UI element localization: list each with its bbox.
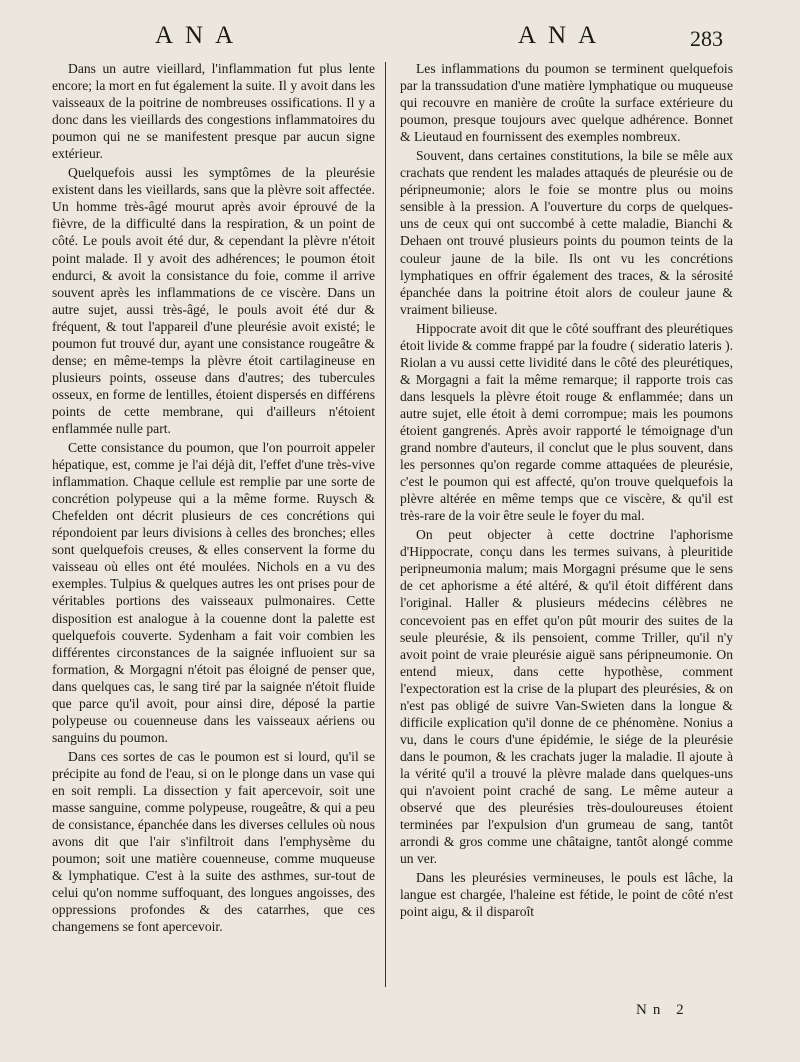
running-header bbox=[0, 22, 800, 52]
paragraph: Hippocrate avoit dit que le côté souffrant des pleurétiques étoit livide & comme frappé par la foudre ( sideratio lateris ). Riolan a vu aussi cette lividité dans le côté des pleurétiques, & Morgagni a fait la même remarque; il rapporte trois cas dans lesquels la plèvre étoit rouge & enflammée; dans un autre sujet, elle étoit à demi corrompue; mais les poumons étoient gangrenés. Après avoir rapporté le témoignage d'un grand nombre d'auteurs, il conclut que le plus souvent, dans les personnes qu'on regarde comme attaquées de pleurésie, c'est le poumon qui est affecté, qu'on trouve quelquefois la plèvre altérée en même temps que ce viscère, & qu'il est très-rare de la voir être seule le foyer du mal. bbox=[400, 320, 733, 524]
column-divider bbox=[385, 62, 386, 987]
paragraph: Les inflammations du poumon se terminent quelquefois par la transsudation d'une matière lymphatique ou muqueuse qui recouvre en manière de croûte la surface extérieure du poumon, presque toujours avec quelque adhérence. Bonnet & Lieutaud en fournissent des exemples nombreux. bbox=[400, 61, 733, 145]
header-right-word: ANA bbox=[518, 22, 609, 49]
header-left-word: ANA bbox=[155, 22, 246, 49]
paragraph: Souvent, dans certaines constitutions, la bile se mêle aux crachats que rendent les malades attaqués de pleurésie ou de péripneumonie; alors le foie se montre plus ou moins sensible à la pression. A l'ouverture du corps de quelques-uns de ceux qui ont succombé à cette maladie, Bianchi & Dehaen ont trouvé plusieurs points du poumon teints de la couleur jaune de la bile. Ils ont vu les concrétions lymphatiques en offrir également des traces, & la sérosité épanchée dans la poitrine étoit alors de couleur jaune & vraiment bilieuse. bbox=[400, 148, 733, 317]
paragraph: Dans un autre vieillard, l'inflammation fut plus lente encore; la mort en fut également la suite. Il y avoit dans les vaisseaux de la poitrine de nombreuses ossifications. Il y a donc dans les vieillards des congestions inflammatoires du poumon qui ne se manifestent presque par aucun signe extérieur. bbox=[52, 61, 375, 162]
page-number: 283 bbox=[690, 26, 723, 51]
paragraph: Quelquefois aussi les symptômes de la pleurésie existent dans les vieillards, sans que la plèvre soit affectée. Un homme très-âgé mourut après avoir éprouvé de la fièvre, de la difficulté dans la respiration, & un point de côté. Le pouls avoit été dur, & cependant la plèvre n'étoit point malade. Il y avoit des adhérences; le poumon étoit endurci, & avoit la consistance du foie, comme il arrive souvent après les inflammations de ce viscère. Dans un autre sujet, aussi très-âgé, le pouls avoit été dur & fréquent, & tout l'appareil d'une pleurésie avoit existé; le poumon fut trouvé dur, ayant une consistance rougeâtre & dense; en même-temps la plèvre étoit cartilagineuse en plusieurs points, osseuse dans d'autres; des tubercules osseux, en forme de lentilles, étoient dispersés en différens points de cette membrane, qui d'ailleurs n'étoient enflammée nulle part. bbox=[52, 165, 375, 436]
paragraph: Dans les pleurésies vermineuses, le pouls est lâche, la langue est chargée, l'haleine est fétide, le point de côté n'est point aigu, & il disparoît bbox=[400, 870, 733, 920]
signature-mark: Nn 2 bbox=[636, 1002, 690, 1018]
paragraph: Cette consistance du poumon, que l'on pourroit appeler hépatique, est, comme je l'ai déjà dit, l'effet d'une très-vive inflammation. Chaque cellule est remplie par une sorte de concrétion polypeuse qui a la même forme. Ruysch & Chefelden ont décrit plusieurs de ces concrétions qui répondoient par leurs divisions à celles des bronches; elles sont quelquefois creuses, & elles conservent la forme du vaisseau où elles ont été moulées. Nichols en a vu des exemples. Tulpius & quelques autres les ont prises pour de véritables portions des vaisseaux pulmonaires. Cette disposition est analogue à la couenne dont la palette est quelquefois couverte. Sydenham a fait voir combien les différentes circonstances de la saignée influoient sur sa formation, & Morgagni n'étoit pas éloigné de penser que, dans quelques cas, le sang tiré par la saignée n'étoit fluide que parce qu'il avoit, pour ainsi dire, déposé la partie polypeuse ou couenneuse dans les vaisseaux aériens ou sanguins du poumon. bbox=[52, 440, 375, 745]
left-column bbox=[52, 60, 375, 937]
paragraph: Dans ces sortes de cas le poumon est si lourd, qu'il se précipite au fond de l'eau, si on le plonge dans un vase qui en soit rempli. La dissection y fait apercevoir, soit une masse sanguine, comme polypeuse, rougeâtre, & qui a peu de consistance, épanchée dans les diverses cellules où nous avons dit que l'air s'infiltroit dans l'emphysème du poumon; soit une matière couenneuse, comme muqueuse & lymphatique. C'est à la suite des asthmes, sur-tout de celui qu'on nomme suffoquant, des longues angoisses, des oppressions profondes & des catarrhes, que ces changemens se font apercevoir. bbox=[52, 748, 375, 935]
right-column bbox=[400, 60, 733, 922]
paragraph: On peut objecter à cette doctrine l'aphorisme d'Hippocrate, conçu dans les termes suivans, à pleuritide peripneumonia malum; mais Morgagni présume que le sens de cet aphorisme a été altéré, & qu'il étoit différent dans l'original. Haller & plusieurs médecins célèbres ne concevoient pas en effet qu'on pût mourir des suites de la seule pleurésie, & ils pensoient, comme Triller, qu'il n'y avoit point de vraie pleurésie aiguë sans péripneumonie. On entend mieux, dans cette hypothèse, comment l'expectoration est la crise de la plupart des pleurésies, & on n'est pas obligé de suivre Van-Swieten dans la longue & difficile explication qu'il donne de ce phénomène. Nonius a vu, dans le cours d'une épidémie, le siége de la pleurésie dans le poumon, & les crachats juger la maladie. Il ajoute à la vérité qu'il a trouvé la plèvre malade dans quelques-uns qui n'avoient point craché de sang. Le même auteur a observé que des pleurésies très-douloureuses étoient terminées par l'expulsion d'un grumeau de sang, tantôt arrondi & gros comme une châtaigne, tantôt alongé comme un ver. bbox=[400, 527, 733, 867]
